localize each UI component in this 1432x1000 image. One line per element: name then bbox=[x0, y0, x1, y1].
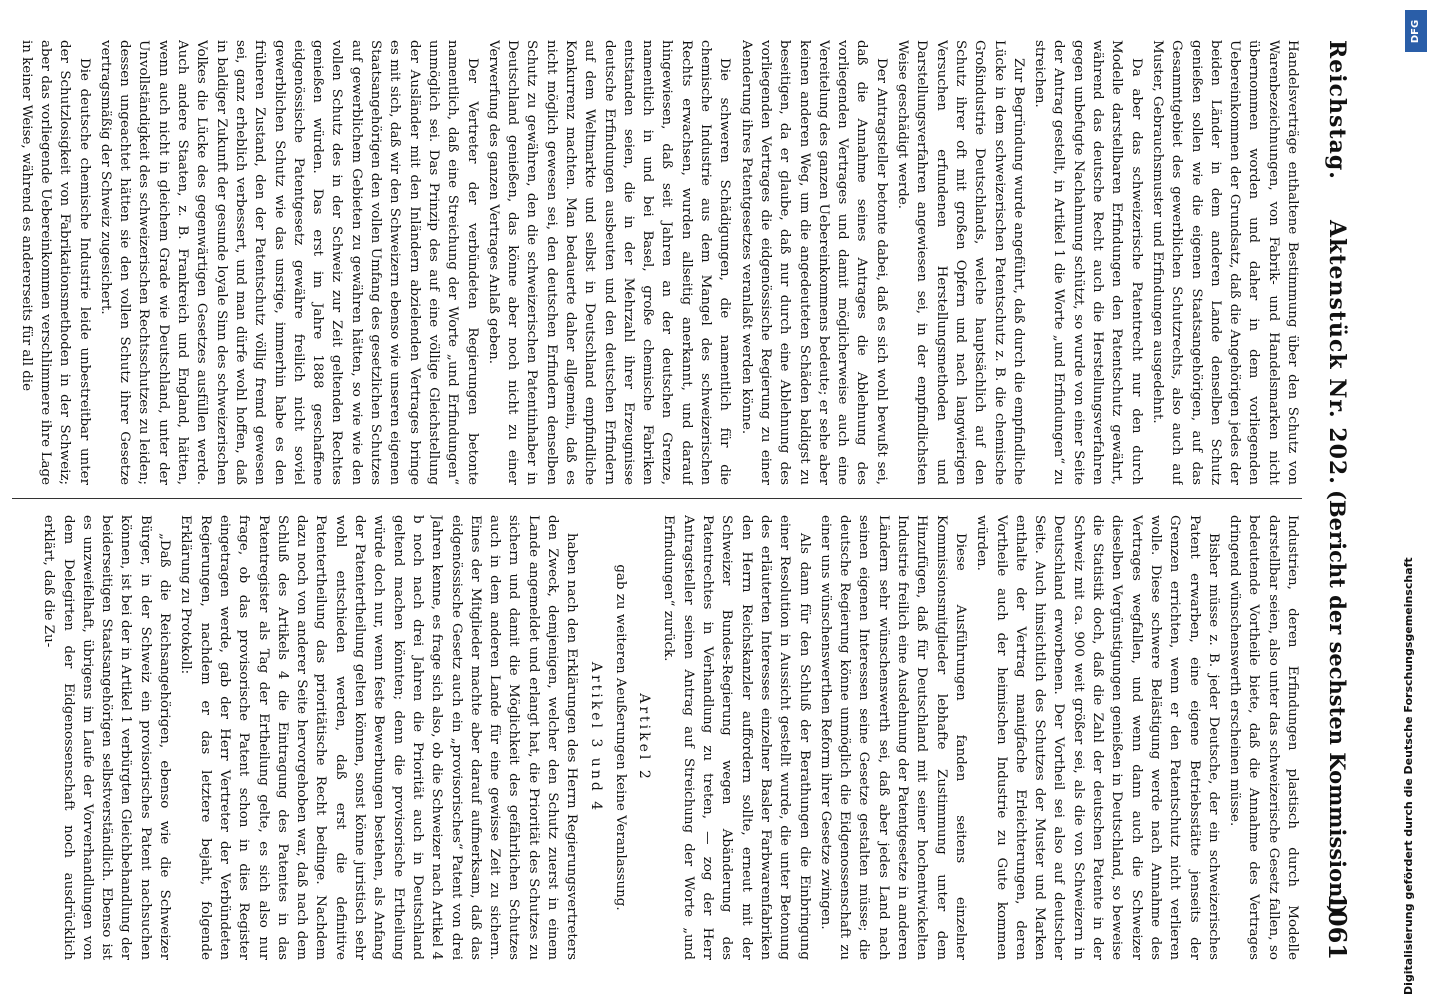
column-divider bbox=[12, 498, 1302, 499]
header-right: (Bericht der sechsten Kommission.) bbox=[1325, 490, 1350, 915]
paragraph: haben nach den Erklärungen des Herrn Regierungsvertreters den Zweck, demjenigen, welcher den Schutz zuerst in einem Lande angemeldet und erlangt hat, die Priorität des Schutzes zu sichern und damit die Möglichkeit des gefährlichen Schutzes auch in dem anderen Lande für eine gewisse Zeit zu sichern. Eines der Mitglieder machte aber darauf aufmerksam, daß das eidgenössische Gesetz auch ein „provisorisches“ Patent von drei Jahren kenne, es frage sich also, ob die Schweizer nach Artikel 4 b noch nach drei Jahren die Priorität auch in Deutschland geltend machen könnten; denn die provisorische Ertheilung würde doch nur, wenn feste Bewerbungen bestehen, als Anfang der Patentertheilung gelten können, sonst könne juristisch sehr wohl entschieden werden, daß erst die definitive Patentertheilung das prioritätische Recht bedinge. Nachdem dazu noch von anderer Seite hervorgehoben war, daß nach dem Schluß des Artikels 4 die Eintragung des Patentes in das Patentregister als Tag der Ertheilung gelte, es sich also nur frage, ob das provisorische Patent schon in dies Register eingetragen werde, gab der Herr Vertreter der Verbündeten Regierungen, nachdem er das letztere bejaht, folgende Erklärung zu Protokoll: bbox=[178, 515, 580, 960]
paragraph: Diese Ausführungen fanden seitens einzelner Kommissionsmitglieder lebhafte Zustimmung unter dem Hinzufügen, daß für Deutschland mit seiner hochentwickelten Industrie freilich eine Ausdehnung der Patentgesetze in anderen Ländern sehr wünschenswerth sei, daß aber jedes Land nach seinen eigenen Interessen seine Gesetze gestalten müsse; die deutsche Regierung könne unmöglich die Eidgenossenschaft zu einer uns wünschenswerthen Reform ihrer Gesetze zwingen. bbox=[817, 515, 968, 960]
paragraph: Industrien, deren Erfindungen plastisch durch Modelle darstellbar seien, also unter das schweizerische Gesetz fallen, so bedeutende Vortheile biete, daß die Annahme des Vertrages dringend wünschenswerth erscheinen müsse. bbox=[1227, 515, 1300, 960]
paragraph: Als dann für den Schluß der Berathungen die Einbringung einer Resolution in Aussicht gestellt wurde, die unter Betonung des erläuterten Interesses einzelner Basler Farbwarenfabriken den Herrn Reichskanzler auffordern sollte, erneut mit der Schweizer Bundes-Regierung wegen Abänderung des Patentrechtes in Verhandlung zu treten, — zog der Herr Antragsteller seinen Antrag auf Streichung der Worte „und Erfindungen“ zurück. bbox=[661, 515, 812, 960]
page-header bbox=[1310, 40, 1358, 960]
sidebar-credit: Digitalisierung gefördert durch die Deutsche Forschungsgemeinschaft bbox=[1402, 557, 1415, 995]
article-note: gab zu weiteren Aeußerungen keine Veranlassung. bbox=[612, 564, 628, 911]
header-center: Aktenstück Nr. 202. bbox=[1324, 220, 1350, 485]
right-column bbox=[12, 515, 1302, 960]
paragraph: „Daß die Reichsangehörigen, ebenso wie die Schweizer Bürger, in der Schweiz ein provisorisches Patent nachsuchen können, ist bei der in Artikel 1 verbürgten Gleichbehandlung der beiderseitigen Staatsangehörigen selbstverständlich. Ebenso ist es unzweifelhaft, übrigens im Laufe der Vorverhandlungen von dem Delegirten der Eidgenossenschaft noch ausdrücklich erklärt, daß die Zu- bbox=[41, 515, 173, 960]
paragraph: Handelsverträge enthaltene Bestimmung über den Schutz von Warenbezeichnungen, von Fabrik- und Handelsmarken nicht übernommen worden und daher in dem vorliegenden Uebereinkommen der Grundsatz, daß die Angehörigen jedes der beiden Länder in dem anderen Lande denselben Schutz genießen sollen wie die eigenen Staatsangehörigen, auf das Gesammtgebiet des gewerblichen Schutzrechts, also auch auf Muster, Gebrauchsmuster und Erfindungen ausgedehnt. bbox=[1149, 40, 1300, 485]
digitization-sidebar bbox=[1398, 0, 1432, 1000]
article-heading: Artikel 2 bbox=[636, 693, 653, 782]
page-number: 1061 bbox=[1323, 893, 1352, 960]
paragraph: Der Vertreter der verbündeten Regierungen betonte namentlich, daß eine Streichung der Worte „und Erfindungen“ unmöglich sei. Das Prinzip des auf eine völlige Gleichstellung der Ausländer mit den Inländern abzielenden Vertrages bringe es mit sich, daß wir den Schweizern ebenso wie unseren eigenen Staatsangehörigen den vollen Umfang des gesetzlichen Schutzes auf gewerblichem Gebieten zu gewähren hätten, so wie wie den vollen Schutz des in der Schweiz zur Zeit geltenden Rechtes genießen würden. Das erst im Jahre 1888 geschaffene eidgenössische Patentgesetz gewähre freilich nicht soviel gewerblichen Schutz wie das unsrige, immerhin habe es den früheren Zustand, den der Patentschutz völlig fremd gewesen sei, ganz erheblich verbessert, und man dürfe wohl hoffen, daß in baldiger Zukunft der gesunde loyale Sinn des schweizerischen Volkes die Lücke des gegenwärtigen Gesetzes ausfüllen werde. Auch andere Staaten, z. B. Frankreich und England, hätten, wenn auch nicht in gleichem Grade wie Deutschland, unter der Unvollständigkeit des schweizerischen Rechtsschutzes zu leiden; dessen ungeachtet hätten sie den vollen Schutz ihrer Gesetze vertragsmäßig der Schweiz zugesichert. bbox=[97, 40, 480, 485]
dfg-logo-text: DFG bbox=[1410, 19, 1422, 43]
text-columns bbox=[12, 40, 1302, 960]
paragraph: Bisher müsse z. B. jeder Deutsche, der ein schweizerisches Patent erwarben, eine eigene Betriebsstätte jenseits der Grenzen errichten, wenn er den Patentschutz nicht verlieren wolle. Diese schwere Belästigung werde nach Annahme des Vertrages wegfallen, und wenn dann auch die Schweizer dieselben Vergünstigungen genießen in Deutschland, so beweise die Statistik doch, daß die Zahl der deutschen Patente in der Schweiz mit ca. 900 weit größer sei, als die von Schweizern in Deutschland erworbenen. Der Vortheil sei also auf deutscher Seite. Auch hinsichtlich des Schutzes der Muster und Marken enthalte der Vertrag manigfache Erleichterungen, deren Vortheile auch der heimischen Industrie zu Gute kommen würden. bbox=[974, 515, 1221, 960]
dfg-logo bbox=[1405, 10, 1427, 52]
paragraph: Da aber das schweizerische Patentrecht nur den durch Modelle darstellbaren Erfindungen den Patentschutz gewährt, während das deutsche Recht auch die Herstellungsverfahren gegen unbefugte Nachahmung schützt, so wurde von einer Seite der Antrag gestellt, in Artikel 1 die Worte „und Erfindungen“ zu streichen. bbox=[1032, 40, 1144, 485]
paragraph: Der Antragsteller betonte dabei, daß es sich wohl bewußt sei, daß die Annahme seines Antrages die Ablehnung des vorliegenden Vertrages und damit möglicherweise auch eine Vereitelung des ganzen Uebereinkommens bedeute; er sehe aber keinen anderen Weg, um die angedeuteten Schäden baldigst zu beseitigen, da er glaube, daß nur durch eine Ablehnung des vorliegenden Vertrages die eidgenössische Regierung zu einer Aenderung ihres Patentgesetzes veranlaßt werden könne. bbox=[738, 40, 889, 485]
paragraph: Die schweren Schädigungen, die namentlich für die chemische Industrie aus dem Mangel des schweizerischen Rechts erwachsen, wurden allseitig anerkannt, und darauf hingewiesen, daß seit Jahren an der deutschen Grenze, namentlich in und bei Basel, große chemische Fabriken entstanden seien, die in der Mehrzahl ihrer Erzeugnisse deutsche Erfindungen ausbeuten und den deutschen Erfindern auf dem Weltmarkte und selbst in Deutschland empfindliche Konkurrenz machten. Man bedauerte daher allgemein, daß es nicht möglich gewesen sei, den deutschen Erfindern denselben Schutz zu gewähren, den die schweizerischen Patentinhaber in Deutschland genießen, das könne aber noch nicht zu einer Verwerfung des ganzen Vertrages Anlaß geben. bbox=[485, 40, 733, 485]
paragraph: Zur Begründung wurde angeführt, daß durch die empfindliche Lücke in dem schweizerischen Patentschutz z. B. die chemische Großindustrie Deutschlands, welche hauptsächlich auf den Schutz ihrer oft mit großen Opfern und nach langwierigen Versuchen erfundenen Herstellungsmethoden und Darstellungsverfahren angewiesen sei, in der empfindlichsten Weise geschädigt werde. bbox=[895, 40, 1026, 485]
article-heading: Artikel 3 und 4 bbox=[587, 661, 604, 814]
paragraph: Die deutsche chemische Industrie leide unbestreitbar unter der Schutzlosigkeit von Fabrikationsmethoden in der Schweiz; aber das vorliegende Uebereinkommen verschlimmere ihre Lage in keiner Weise, während es andererseits für all die bbox=[18, 40, 92, 485]
header-left: Reichstag. bbox=[1324, 40, 1350, 180]
left-column bbox=[12, 40, 1302, 485]
